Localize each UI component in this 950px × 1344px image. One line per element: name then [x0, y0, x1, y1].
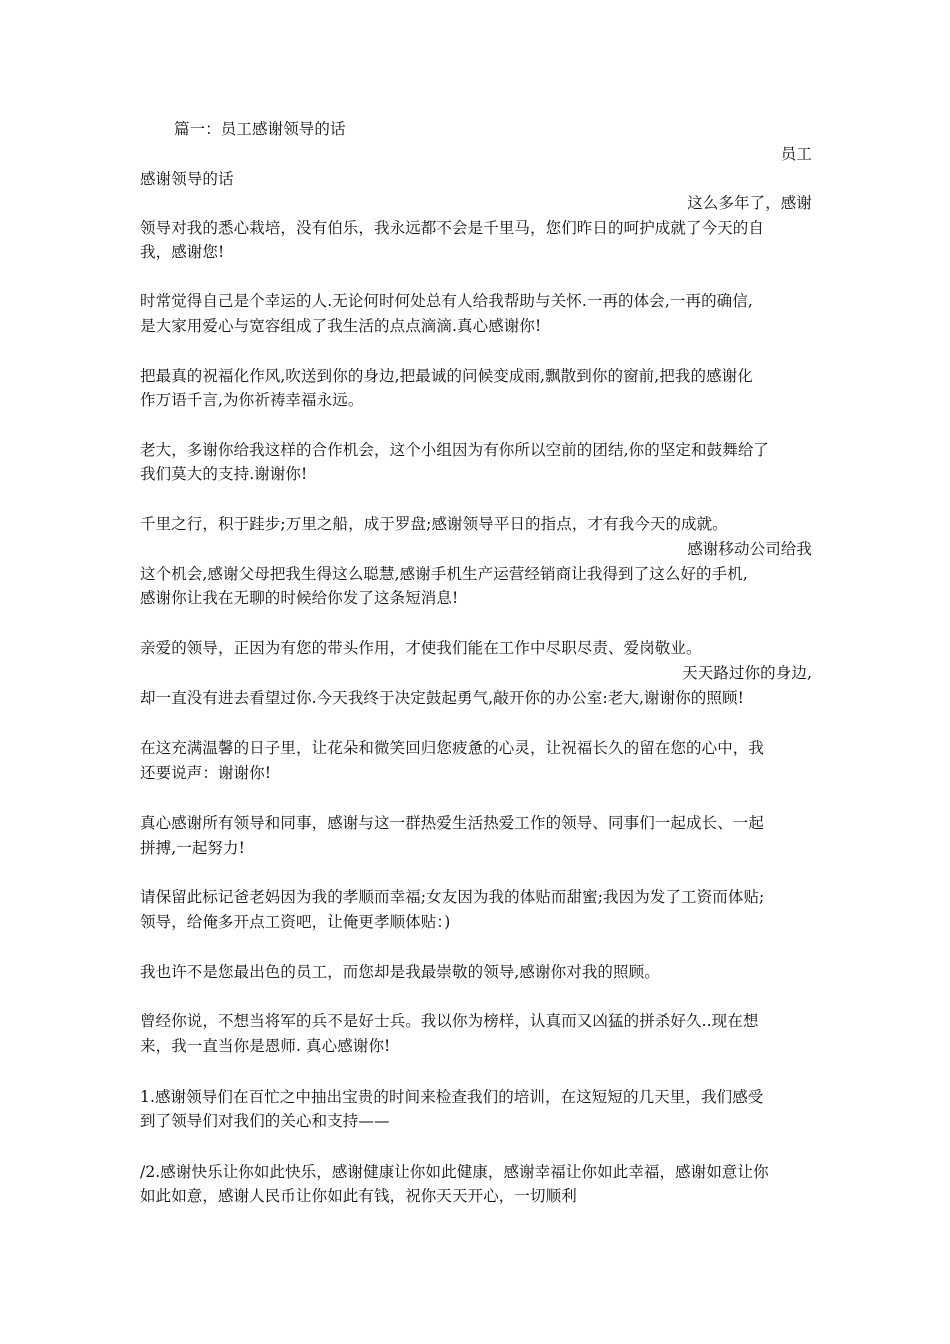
text-line: 感谢你让我在无聊的时候给你发了这条短消息!	[140, 589, 459, 607]
text-line: 领导对我的悉心栽培，没有伯乐，我永远都不会是千里马，您们昨日的呵护成就了今天的自	[140, 219, 765, 237]
text-line: 领导，给俺多开点工资吧，让俺更孝顺体贴：)	[140, 913, 451, 931]
text-line: 曾经你说，不想当将军的兵不是好士兵。我以你为榜样，认真而又凶猛的拼杀好久..现在想	[140, 1012, 759, 1030]
text-line: 把最真的祝福化作风,吹送到你的身边,把最诚的问候变成雨,飘散到你的窗前,把我的感谢化	[140, 367, 753, 385]
text-line: 还要说声：谢谢你!	[140, 764, 272, 782]
text-line: 拼搏,一起努力!	[140, 839, 245, 857]
text-line: 我们莫大的支持.谢谢你!	[140, 465, 308, 483]
text-line: 真心感谢所有领导和同事，感谢与这一群热爱生活热爱工作的领导、同事们一起成长、一起	[140, 814, 765, 832]
text-line: 在这充满温馨的日子里，让花朵和微笑回归您疲惫的心灵，让祝福长久的留在您的心中，我	[140, 739, 765, 757]
text-line: 请保留此标记爸老妈因为我的孝顺而幸福;女友因为我的体贴而甜蜜;我因为发了工资而体贴;	[140, 888, 765, 906]
text-line: 千里之行，积于跬步;万里之船，成于罗盘;感谢领导平日的指点，才有我今天的成就。	[140, 515, 728, 533]
text-line: 到了领导们对我们的关心和支持——	[140, 1112, 390, 1130]
text-line: 天天路过你的身边,	[682, 664, 812, 682]
text-line: 时常觉得自己是个幸运的人.无论何时何处总有人给我帮助与关怀.一再的体会,一再的确信,	[140, 292, 753, 310]
text-line: 亲爱的领导，正因为有您的带头作用，才使我们能在工作中尽职尽责、爱岗敬业。	[140, 639, 702, 657]
text-line: 员工	[780, 145, 812, 163]
text-line: 感谢移动公司给我	[687, 540, 812, 558]
text-line: 我，感谢您!	[140, 243, 225, 261]
text-line: 1.感谢领导们在百忙之中抽出宝贵的时间来检查我们的培训，在这短短的几天里，我们感受	[140, 1088, 764, 1106]
text-line: 却一直没有进去看望过你.今天我终于决定鼓起勇气,敲开你的办公室:老大,谢谢你的照顾!	[140, 689, 744, 707]
text-line: 这个机会,感谢父母把我生得这么聪慧,感谢手机生产运营经销商让我得到了这么好的手机,	[140, 565, 748, 583]
text-line: 老大，多谢你给我这样的合作机会，这个小组因为有你所以空前的团结,你的坚定和鼓舞给了	[140, 441, 770, 459]
text-line: 作万语千言,为你祈祷幸福永远。	[140, 391, 364, 409]
text-line: 感谢领导的话	[140, 170, 234, 188]
text-line: 如此如意，感谢人民币让你如此有钱，祝你天天开心，一切顺利	[140, 1187, 577, 1205]
text-line: 这么多年了，感谢	[687, 194, 812, 212]
text-line: 是大家用爱心与宽容组成了我生活的点点滴滴.真心感谢你!	[140, 317, 542, 335]
document-title: 篇一：员工感谢领导的话	[174, 120, 346, 138]
text-line: /2.感谢快乐让你如此快乐，感谢健康让你如此健康，感谢幸福让你如此幸福，感谢如意让你	[140, 1163, 769, 1181]
text-line: 来，我一直当你是恩师. 真心感谢你!	[140, 1037, 391, 1055]
text-line: 我也许不是您最出色的员工，而您却是我最崇敬的领导,感谢你对我的照顾。	[140, 963, 660, 981]
